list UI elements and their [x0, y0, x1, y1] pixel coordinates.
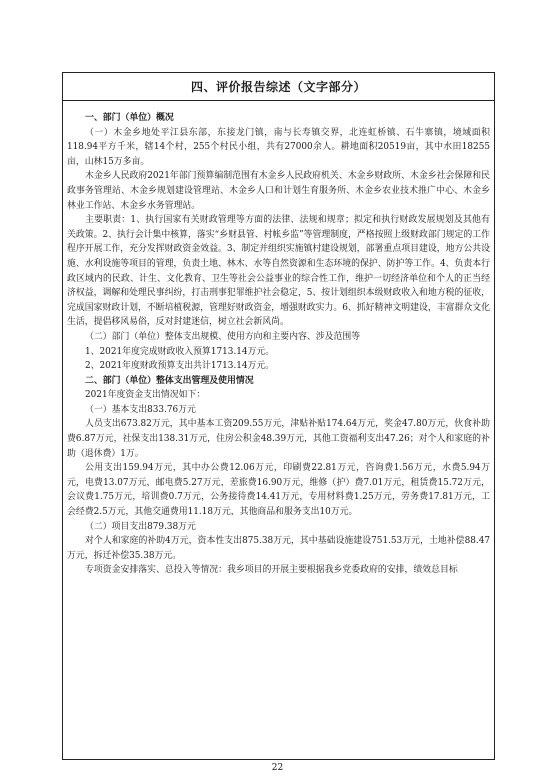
- paragraph-special-funds: 专项资金安排落实、总投入等情况：我乡项目的开展主要根据我乡党委政府的安排，绩效总目标: [85, 565, 458, 576]
- paragraph-personnel-expenditure: 人员支出673.82万元，其中基本工资209.55万元，津贴补贴174.64万元，奖金47.80万元，伙食补助费6.87万元，社保支出138.31万元，住房公积金48.39万元，其他工资福利支出47.26；对个人和家庭的补助（退休费）1万。: [67, 419, 490, 459]
- report-frame: [62, 72, 495, 760]
- paragraph-public-expenditure: 公用支出159.94万元，其中办公费12.06万元，印刷费22.81万元，咨询费1.56万元，水费5.94万元，电费13.07万元，邮电费5.27万元，差旅费16.90万元，维修（护）费7.01万元，租赁费15.72万元，会议费1.75万元，培训费0.7万元，公务接待费14.41万元，专用材料费1.25万元，劳务费17.81万元，工会经费2.5万元，其他交通费用11.18万元，其他商品和服务支出10万元。: [67, 463, 490, 518]
- page-number: 22: [271, 763, 284, 773]
- heading-expenditure-scale: （二）部门（单位）整体支出规模、使用方向和主要内容、涉及范围等: [85, 331, 361, 342]
- paragraph-revenue-budget: 1、2021年度完成财政收入预算1713.14万元。: [85, 346, 275, 357]
- section-title: 四、评价报告综述（文字部分）: [63, 73, 494, 101]
- heading-basic-expenditure: （一）基本支出833.76万元: [85, 404, 196, 415]
- paragraph-main-duties: 主要职责：1、执行国家有关财政管理等方面的法律、法规和规章；拟定和执行财政发展规划及其他有关政策。2、执行会计集中核算，落实“乡财县管、村帐乡监”等管理制度，严格按照上级财政部门规定的工作程序开展工作，充分发挥财政资金效益。3、制定并组织实施镇村建设规划，部署重点项目建设，地方公共设施、水利设施等项目的管理，负责土地、林木、水等自然资源和生态环境的保护、防护等工作。4、负责本行政区域内的民政、计生、文化教育、卫生等社会公益事业的综合性工作，维护一切经济单位和个人的正当经济权益，调解和处理民事纠纷，打击刑事犯罪维护社会稳定，5、按计划组织本级财政收入和地方税的征收，完成国家财政计划，不断培植税源，管理好财政资金，增强财政实力。6、抓好精神文明建设，丰富群众文化生活，提倡移风易俗，反对封建迷信，树立社会新风尚。: [67, 215, 490, 328]
- heading-project-expenditure: （二）项目支出879.38万元: [85, 521, 196, 532]
- paragraph-budget-scope: 木金乡人民政府2021年部门预算编制范围有木金乡人民政府机关、木金乡财政所、木金乡社会保障和民政事务管理站、木金乡规划建设管理站、木金乡人口和计划生育服务所、木金乡农业技术推广中心、木金乡林业工作站、木金乡水务管理站。: [67, 171, 490, 211]
- paragraph-project-details: 对个人和家庭的补助4万元，资本性支出875.38万元，其中基础设施建设751.53万元，土地补偿88.47万元，拆迁补偿35.38万元。: [67, 536, 490, 561]
- heading-expenditure-management: 二、部门（单位）整体支出管理及使用情况: [85, 375, 254, 386]
- report-body: [67, 111, 490, 759]
- paragraph-location: （一）木金乡地处平江县东部，东接龙门镇，南与长寿镇交界，北连虹桥镇、石牛寨镇，境域面积118.94平方千米，辖14个村，255个村民小组，共有27000余人。耕地面积20519亩，其中水田18255亩，山林15万多亩。: [67, 127, 490, 167]
- heading-dept-overview: 一、部门（单位）概况: [85, 113, 174, 123]
- paragraph-fund-summary: 2021年度资金支出情况如下：: [85, 390, 206, 401]
- paragraph-expenditure-budget: 2、2021年度财政预算支出共计1713.14万元。: [85, 361, 275, 372]
